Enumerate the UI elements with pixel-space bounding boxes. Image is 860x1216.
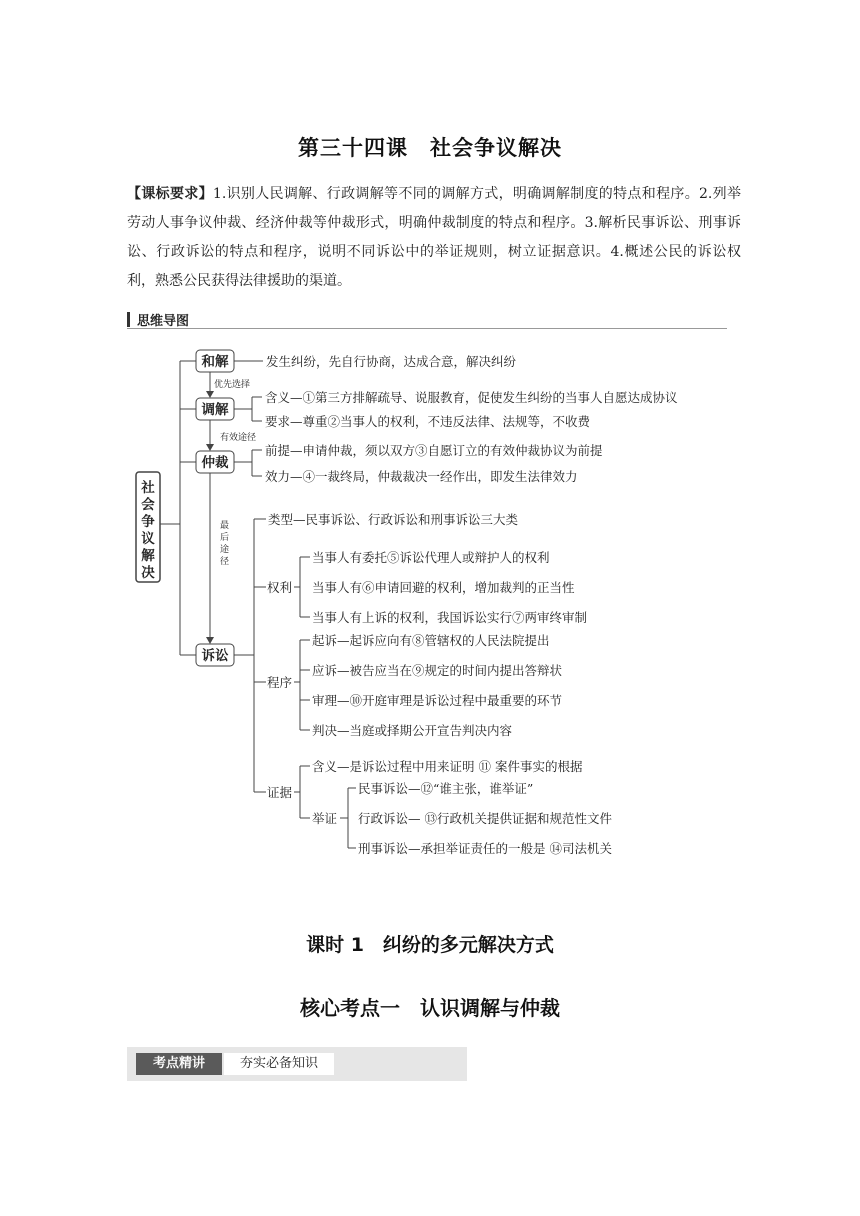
chengxu-label: 程序 <box>267 675 293 690</box>
zhengju-label: 证据 <box>267 785 293 800</box>
node-hejie: 和解 <box>201 354 229 370</box>
juzheng-item-2: 行政诉讼— ⑬行政机关提供证据和规范性文件 <box>358 811 612 826</box>
zhongcai-item-2: 效力—④一裁终局，仲裁裁决一经作出，即发生法律效力 <box>265 469 578 484</box>
mindmap-heading-label: 思维导图 <box>137 314 190 329</box>
lesson-title: 第三十四课 社会争议解决 <box>298 136 562 160</box>
chengxu-item-2: 应诉—被告应当在⑨规定的时间内提出答辩状 <box>312 663 563 678</box>
quanli-label: 权利 <box>267 580 293 595</box>
kaodian-banner <box>127 1047 467 1081</box>
node-zhongcai: 仲裁 <box>201 455 229 471</box>
chengxu-item-3: 审理—⑩开庭审理是诉讼过程中最重要的环节 <box>312 693 563 708</box>
tiaojie-item-2: 要求—尊重②当事人的权利，不违反法律、法规等，不收费 <box>265 414 591 429</box>
chengxu-item-1: 起诉—起诉应向有⑧管辖权的人民法院提出 <box>312 633 550 648</box>
susong-type: 类型—民事诉讼、行政诉讼和刑事诉讼三大类 <box>268 512 519 527</box>
requirements-tag: 【课标要求】 <box>127 186 213 202</box>
arrow-label-1: 优先选择 <box>214 380 251 390</box>
arrow-label-3: 最后途径 <box>220 521 230 567</box>
zhongcai-item-1: 前提—申请仲裁，须以双方③自愿订立的有效仲裁协议为前提 <box>265 443 603 458</box>
core-point-title: 核心考点一 认识调解与仲裁 <box>300 996 560 1020</box>
tiaojie-item-1: 含义—①第三方排解疏导、说服教育，促使发生纠纷的当事人自愿达成协议 <box>265 390 678 405</box>
quanli-item-1: 当事人有委托⑤诉讼代理人或辩护人的权利 <box>312 550 550 565</box>
juzheng-label: 举证 <box>312 811 338 826</box>
quanli-item-3: 当事人有上诉的权利，我国诉讼实行⑦两审终审制 <box>312 610 588 625</box>
arrow-label-2: 有效途径 <box>220 433 257 443</box>
kaodian-light-label: 夯实必备知识 <box>224 1053 334 1075</box>
node-tiaojie: 调解 <box>201 402 229 418</box>
period-title: 课时 1 纠纷的多元解决方式 <box>306 934 554 956</box>
node-susong: 诉讼 <box>201 648 229 664</box>
hejie-desc: 发生纠纷，先自行协商，达成合意，解决纠纷 <box>266 354 517 369</box>
juzheng-item-1: 民事诉讼—⑫“谁主张，谁举证” <box>358 781 534 796</box>
kaodian-dark-label: 考点精讲 <box>136 1053 222 1075</box>
requirements-text: 1.识别人民调解、行政调解等不同的调解方式，明确调解制度的特点和程序。2.列举劳动人事争议仲裁、经济仲裁等仲裁形式，明确仲裁制度的特点和程序。3.解析民事诉讼、刑事诉讼、行政诉讼的特点和程序，说明不同诉讼中的举证规则，树立证据意识。4.概述公民的诉讼权利，熟悉公民获得法律援助的渠道。 <box>127 186 742 289</box>
quanli-item-2: 当事人有⑥申请回避的权利，增加裁判的正当性 <box>312 580 575 595</box>
root-label: 社会争议解决 <box>141 480 155 581</box>
chengxu-item-4: 判决—当庭或择期公开宣告判决内容 <box>312 723 513 738</box>
juzheng-item-3: 刑事诉讼—承担举证责任的一般是 ⑭司法机关 <box>358 841 612 856</box>
zhengju-meaning: 含义—是诉讼过程中用来证明 ⑪ 案件事实的根据 <box>312 759 583 774</box>
